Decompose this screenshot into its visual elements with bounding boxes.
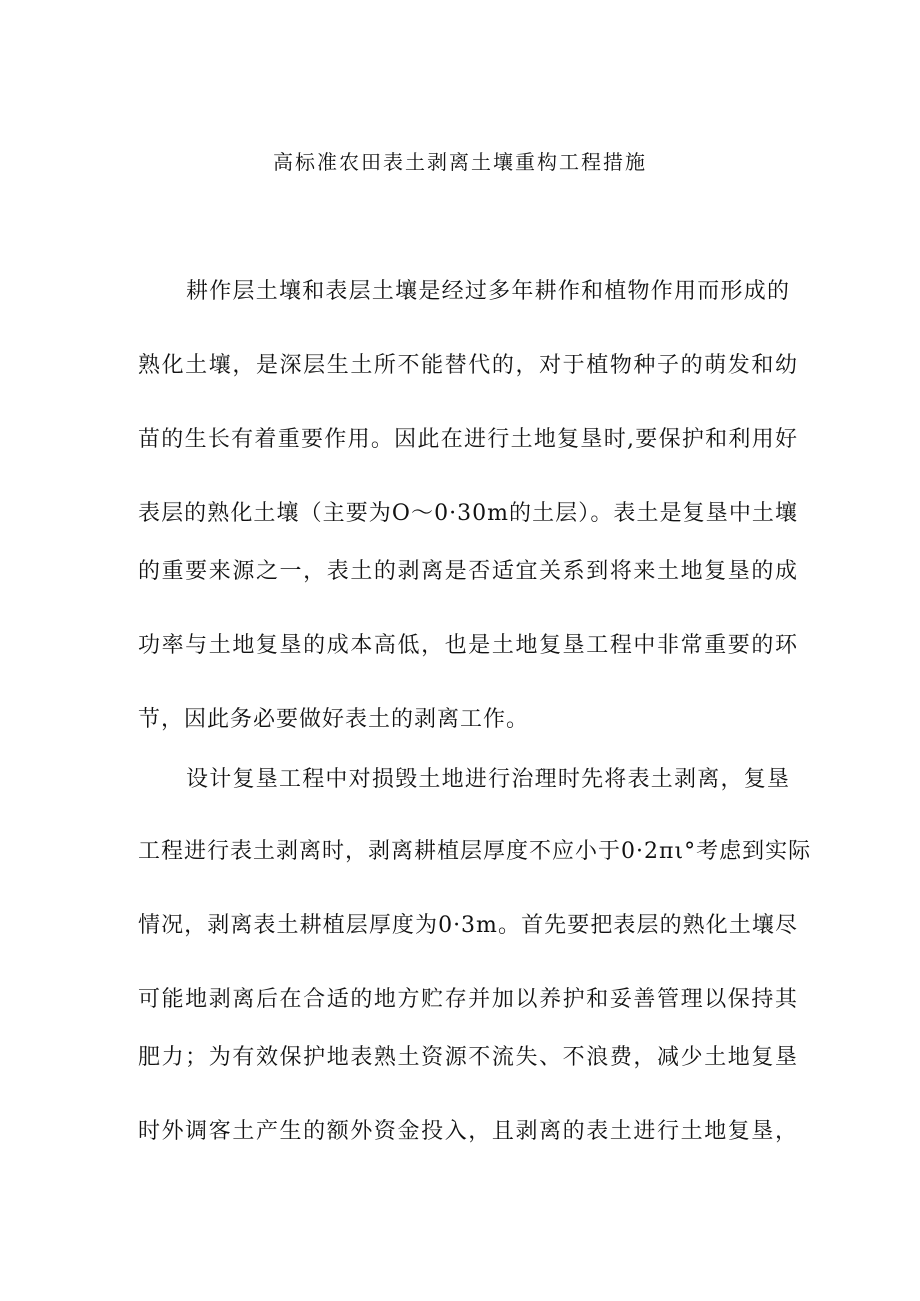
paragraph-line: 设计复垦工程中对损毁土地进行治理时先将表土剥离，复垦 (186, 767, 790, 792)
paragraph-line: 可能地剥离后在合适的地方贮存并加以养护和妥善管理以保持其 (138, 987, 798, 1012)
paragraph-line: 表层的熟化土壤（主要为O～0·30m的土层）。表土是复垦中土壤 (138, 501, 798, 526)
paragraph-line: 熟化土壤，是深层生土所不能替代的，对于植物种子的萌发和幼 (138, 353, 798, 378)
paragraph-line: 情况，剥离表土耕植层厚度为0·3m。首先要把表层的熟化土壤尽 (138, 913, 798, 938)
paragraph-line: 肥力；为有效保护地表熟土资源不流失、不浪费，减少土地复垦 (138, 1045, 798, 1070)
paragraph-line: 的重要来源之一，表土的剥离是否适宜关系到将来土地复垦的成 (138, 559, 798, 584)
paragraph-line: 节，因此务必要做好表土的剥离工作。 (138, 707, 530, 732)
paragraph-line: 苗的生长有着重要作用。因此在进行土地复垦时,要保护和利用好 (138, 427, 798, 452)
paragraph-line: 功率与土地复垦的成本高低，也是土地复垦工程中非常重要的环 (138, 633, 798, 658)
paragraph-line: 耕作层土壤和表层土壤是经过多年耕作和植物作用而形成的 (186, 279, 790, 304)
document-title: 高标准农田表土剥离土壤重构工程措施 (273, 150, 647, 174)
paragraph-line: 工程进行表土剥离时，剥离耕植层厚度不应小于0·2πι°考虑到实际 (138, 839, 812, 864)
paragraph-line: 时外调客土产生的额外资金投入，且剥离的表土进行土地复垦， (138, 1119, 798, 1144)
